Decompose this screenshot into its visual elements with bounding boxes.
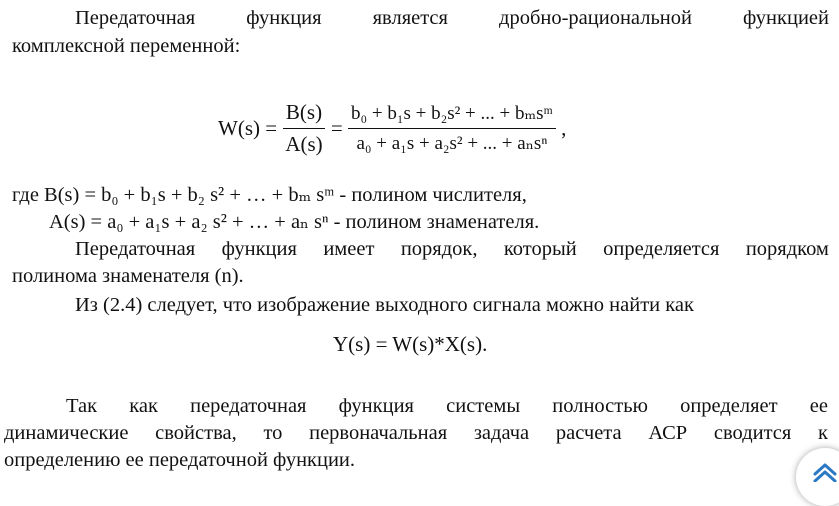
denominator-polynomial: a₀ + a₁s + a₂s² + ... + aₙsⁿ <box>356 133 548 154</box>
output-formula: Y(s) = W(s)*X(s). <box>333 332 488 356</box>
denominator-definition: A(s) = a₀ + a₁s + a₂ s² + … + aₙ sⁿ - полином знаменателя. <box>49 211 540 233</box>
paragraph-1-line-1: Передаточная функция является дробно-рациональной функцией <box>75 7 829 29</box>
paragraph-1-line-2: комплексной переменной: <box>12 35 241 57</box>
fraction-denominator: A(s) <box>285 132 323 156</box>
fraction-polynomials <box>348 102 556 155</box>
paragraph-2-line-1: Передаточная функция имеет порядок, который определяется порядком <box>75 238 829 260</box>
scroll-to-top-button[interactable] <box>796 448 839 506</box>
formula-comma: , <box>561 116 567 140</box>
numerator-definition: где B(s) = b₀ + b₁s + b₂ s² + … + bₘ sᵐ - полином числителя, <box>12 184 527 206</box>
formula-lhs: W(s) = <box>218 116 278 140</box>
paragraph-3: Из (2.4) следует, что изображение выходного сигнала можно найти как <box>75 294 694 316</box>
paragraph-4-line-1: Так как передаточная функция системы полностью определяет ее <box>66 395 828 417</box>
paragraph-4-line-3: определению ее передаточной функции. <box>4 449 356 471</box>
numerator-polynomial: b₀ + b₁s + b₂s² + ... + bₘsᵐ <box>348 102 556 129</box>
fraction-numerator: B(s) <box>283 100 325 129</box>
fraction-b-over-a <box>282 100 325 157</box>
formula-equals: = <box>330 116 343 140</box>
paragraph-2-line-2: полинома знаменателя (n). <box>12 265 244 287</box>
transfer-function-formula <box>218 100 566 157</box>
paragraph-4-line-2: динамические свойства, то первоначальная задача расчета АСР сводится к <box>4 422 828 444</box>
chevron-up-icon <box>812 462 838 482</box>
